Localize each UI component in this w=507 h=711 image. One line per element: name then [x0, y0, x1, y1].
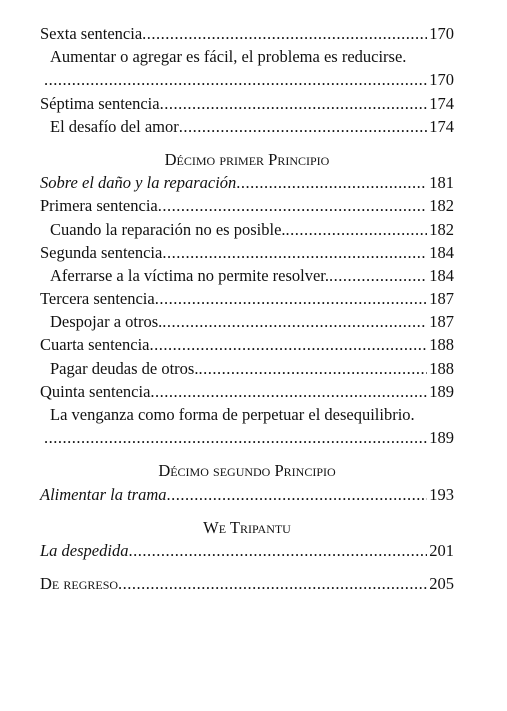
toc-section-intro[interactable] [40, 483, 454, 506]
dot-leader [142, 22, 427, 45]
toc-entry-page: 189 [429, 381, 454, 401]
toc-entry-page: 182 [429, 219, 454, 239]
toc-entry[interactable] [40, 287, 454, 310]
dot-leader [329, 264, 427, 287]
toc-entry-title: Sexta sentencia [40, 24, 143, 43]
dot-leader [286, 218, 428, 241]
dot-leader [158, 194, 428, 217]
toc-entry-page: 188 [429, 358, 454, 378]
toc-entry-page: 201 [429, 540, 454, 560]
toc-entry[interactable] [40, 241, 454, 264]
toc-entry[interactable] [40, 572, 454, 595]
toc-subentry[interactable] [40, 45, 454, 68]
toc-entry-title: La despedida [40, 540, 129, 560]
toc-entry-page: 205 [429, 574, 454, 594]
toc-entry-page: 187 [429, 289, 454, 309]
dot-leader [162, 310, 427, 333]
toc-entry[interactable] [40, 22, 454, 45]
toc-entry-page: 184 [429, 242, 454, 262]
dot-leader [118, 572, 427, 595]
dot-leader [179, 115, 428, 138]
section-heading: Décimo primer Principio [164, 149, 330, 169]
toc-subentry[interactable] [40, 115, 454, 138]
toc-entry-title: Sobre el daño y la reparación [40, 173, 237, 193]
dot-leader [128, 539, 427, 562]
toc-entry-page: 174 [429, 93, 454, 113]
toc-entry-title: Aferrarse a la víctima no permite resolver. [50, 265, 330, 285]
toc-entry-title: Segunda sentencia [40, 242, 163, 262]
toc-entry-title: Cuando la reparación no es posible. [50, 219, 286, 239]
toc-section-intro[interactable] [40, 539, 454, 562]
toc-entry-title: Cuarta sentencia [40, 335, 150, 355]
toc-subentry[interactable] [40, 357, 454, 380]
toc-subentry-continuation[interactable] [40, 426, 454, 449]
dot-leader [44, 68, 427, 91]
table-of-contents [40, 22, 454, 595]
toc-entry-page: 174 [429, 116, 454, 136]
toc-subentry[interactable] [40, 264, 454, 287]
toc-entry-page: 182 [429, 196, 454, 216]
toc-entry-page: 193 [429, 484, 454, 504]
toc-entry-title: Tercera sentencia [40, 289, 155, 309]
toc-subentry[interactable] [40, 310, 454, 333]
toc-entry-title: La venganza como forma de perpetuar el desequilibrio. [50, 405, 415, 424]
toc-entry[interactable] [40, 92, 454, 115]
toc-entry-title: El desafío del amor [50, 116, 179, 136]
toc-entry-page: 189 [429, 428, 454, 448]
section-heading: Décimo segundo Principio [158, 461, 336, 481]
section-heading: We Tripantu [203, 517, 291, 537]
toc-entry[interactable] [40, 194, 454, 217]
dot-leader [167, 483, 428, 506]
toc-entry-page: 181 [429, 173, 454, 193]
toc-entry-title: De regreso [40, 574, 119, 594]
toc-entry-title: Alimentar la trama [40, 484, 167, 504]
toc-entry-title: Pagar deudas de otros. [50, 358, 199, 378]
toc-entry-page: 184 [429, 265, 454, 285]
toc-subentry[interactable] [40, 218, 454, 241]
dot-leader [236, 171, 427, 194]
dot-leader [160, 92, 428, 115]
toc-entry[interactable] [40, 380, 454, 403]
toc-entry-title: Aumentar o agregar es fácil, el problema es reducirse. [50, 47, 407, 67]
spacer [40, 562, 454, 572]
toc-subentry[interactable] [40, 403, 454, 426]
toc-entry-title: Quinta sentencia [40, 381, 151, 401]
dot-leader [150, 380, 427, 403]
dot-leader [155, 287, 428, 310]
dot-leader [150, 333, 428, 356]
dot-leader [44, 426, 427, 449]
toc-entry-title: Primera sentencia [40, 196, 158, 216]
dot-leader [198, 357, 427, 380]
toc-entry-page: 170 [429, 70, 454, 90]
toc-section-intro[interactable] [40, 171, 454, 194]
toc-entry-page: 187 [429, 312, 454, 332]
toc-entry-page: 188 [429, 335, 454, 355]
dot-leader [162, 241, 427, 264]
toc-entry-title: Séptima sentencia [40, 93, 160, 113]
toc-entry-title: Despojar a otros. [50, 312, 163, 332]
toc-subentry-continuation[interactable] [40, 68, 454, 91]
toc-entry-page: 170 [429, 24, 454, 43]
toc-entry[interactable] [40, 333, 454, 356]
